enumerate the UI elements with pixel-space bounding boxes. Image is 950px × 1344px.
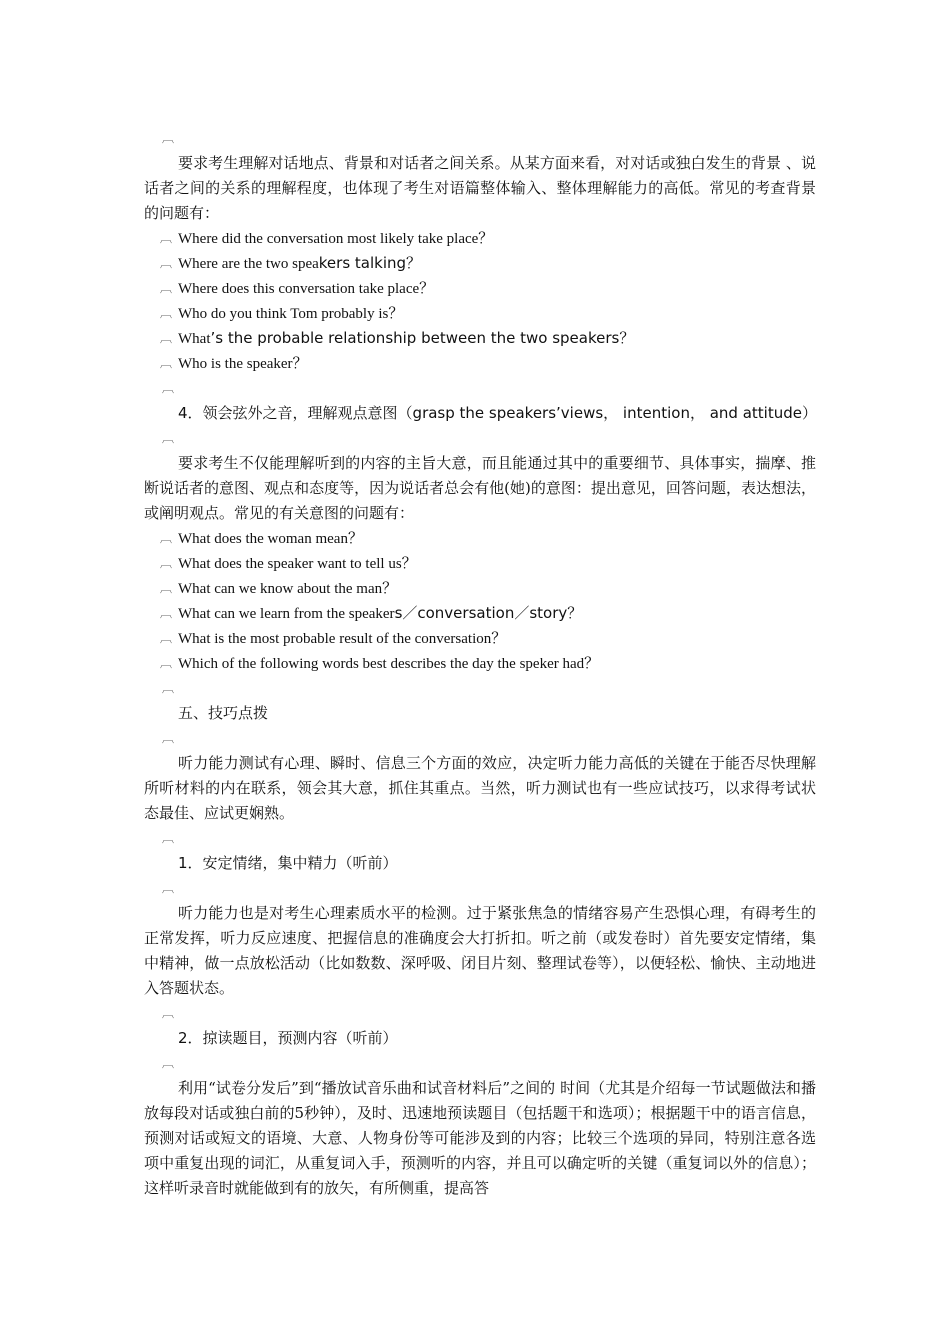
paragraph-mark: ︹ — [162, 881, 175, 895]
list-item: ︹ Who is the speaker？ — [144, 351, 816, 376]
list-item: ︹ What can we know about the man？ — [144, 576, 816, 601]
list-item: ︹ Where are the two speakers talking？ — [144, 251, 816, 276]
paragraph-mark: ︹ — [162, 731, 175, 745]
bullet-mark: ︹ — [160, 556, 173, 570]
paragraph-calm: 听力能力也是对考生心理素质水平的检测。过于紧张焦急的情绪容易产生恐惧心理，有碍考生的正常发挥，听力反应速度、把握信息的准确度会大打折扣。听之前（或发卷时）首先要安定情绪，集中精神，做一点放松活动（比如数数、深呼吸、闭目片刻、整理试卷等），以便轻松、愉快、主动地进入答题状态。 — [144, 904, 816, 997]
background-question-list — [144, 226, 816, 376]
paragraph-mark: ︹ — [162, 681, 175, 695]
bullet-mark: ︹ — [160, 256, 173, 270]
bullet-mark: ︹ — [160, 631, 173, 645]
paragraph-mark: ︹ — [162, 131, 175, 145]
document-body — [144, 126, 816, 1201]
list-item: ︹ What does the speaker want to tell us？ — [144, 551, 816, 576]
list-item: ︹ Where did the conversation most likely take place？ — [144, 226, 816, 251]
subheading-1: 1．安定情绪，集中精力（听前） — [178, 854, 398, 872]
list-item: ︹ What is the most probable result of the conversation？ — [144, 626, 816, 651]
bullet-mark: ︹ — [160, 281, 173, 295]
bullet-mark: ︹ — [160, 356, 173, 370]
section-heading-4: 4．领会弦外之音，理解观点意图（grasp the speakers’views， intention， and attitude） — [178, 404, 817, 422]
paragraph-mark: ︹ — [162, 1006, 175, 1020]
list-item: ︹ Where does this conversation take place？ — [144, 276, 816, 301]
paragraph-skills: 听力能力测试有心理、瞬时、信息三个方面的效应，决定听力能力高低的关键在于能否尽快理解所听材料的内在联系，领会其大意，抓住其重点。当然，听力测试也有一些应试技巧，以求得考试状态最佳、应试更娴熟。 — [144, 754, 816, 822]
bullet-mark: ︹ — [160, 531, 173, 545]
list-item: ︹ Which of the following words best describes the day the speker had？ — [144, 651, 816, 676]
section-heading-5: 五、技巧点拨 — [178, 704, 269, 722]
paragraph-mark: ︹ — [162, 381, 175, 395]
paragraph-mark: ︹ — [162, 1056, 175, 1070]
list-item: ︹ What does the woman mean？ — [144, 526, 816, 551]
bullet-mark: ︹ — [160, 306, 173, 320]
bullet-mark: ︹ — [160, 231, 173, 245]
bullet-mark: ︹ — [160, 606, 173, 620]
paragraph-preview: 利用“试卷分发后”到“播放试音乐曲和试音材料后”之间的 时间（尤其是介绍每一节试题做法和播放每段对话或独白前的5秒钟），及时、迅速地预读题目（包括题干和选项）；根据题干中的语言信息，预测对话或短文的语境、大意、人物身份等可能涉及到的内容；比较三个选项的异同，特别注意各选项中重复出现的词汇，从重复词入手，预测听的内容，并且可以确定听的关键（重复词以外的信息）；这样听录音时就能做到有的放矢，有所侧重，提高答 — [144, 1079, 816, 1197]
bullet-mark: ︹ — [160, 656, 173, 670]
intent-question-list — [144, 526, 816, 676]
paragraph-mark: ︹ — [162, 831, 175, 845]
paragraph-background: 要求考生理解对话地点、背景和对话者之间关系。从某方面来看，对对话或独白发生的背景 、说话者之间的关系的理解程度，也体现了考生对语篇整体输入、整体理解能力的高低。常见的考查背景的问题有： — [144, 154, 816, 222]
paragraph-mark: ︹ — [162, 431, 175, 445]
bullet-mark: ︹ — [160, 331, 173, 345]
subheading-2: 2．掠读题目，预测内容（听前） — [178, 1029, 398, 1047]
list-item: ︹ What can we learn from the speakers／conversation／story？ — [144, 601, 816, 626]
list-item: ︹ What’s the probable relationship between the two speakers？ — [144, 326, 816, 351]
bullet-mark: ︹ — [160, 581, 173, 595]
list-item: ︹ Who do you think Tom probably is？ — [144, 301, 816, 326]
paragraph-intent: 要求考生不仅能理解听到的内容的主旨大意，而且能通过其中的重要细节、具体事实，揣摩、推断说话者的意图、观点和态度等，因为说话者总会有他(她)的意图：提出意见，回答问题，表达想法，或阐明观点。常见的有关意图的问题有： — [144, 454, 816, 522]
